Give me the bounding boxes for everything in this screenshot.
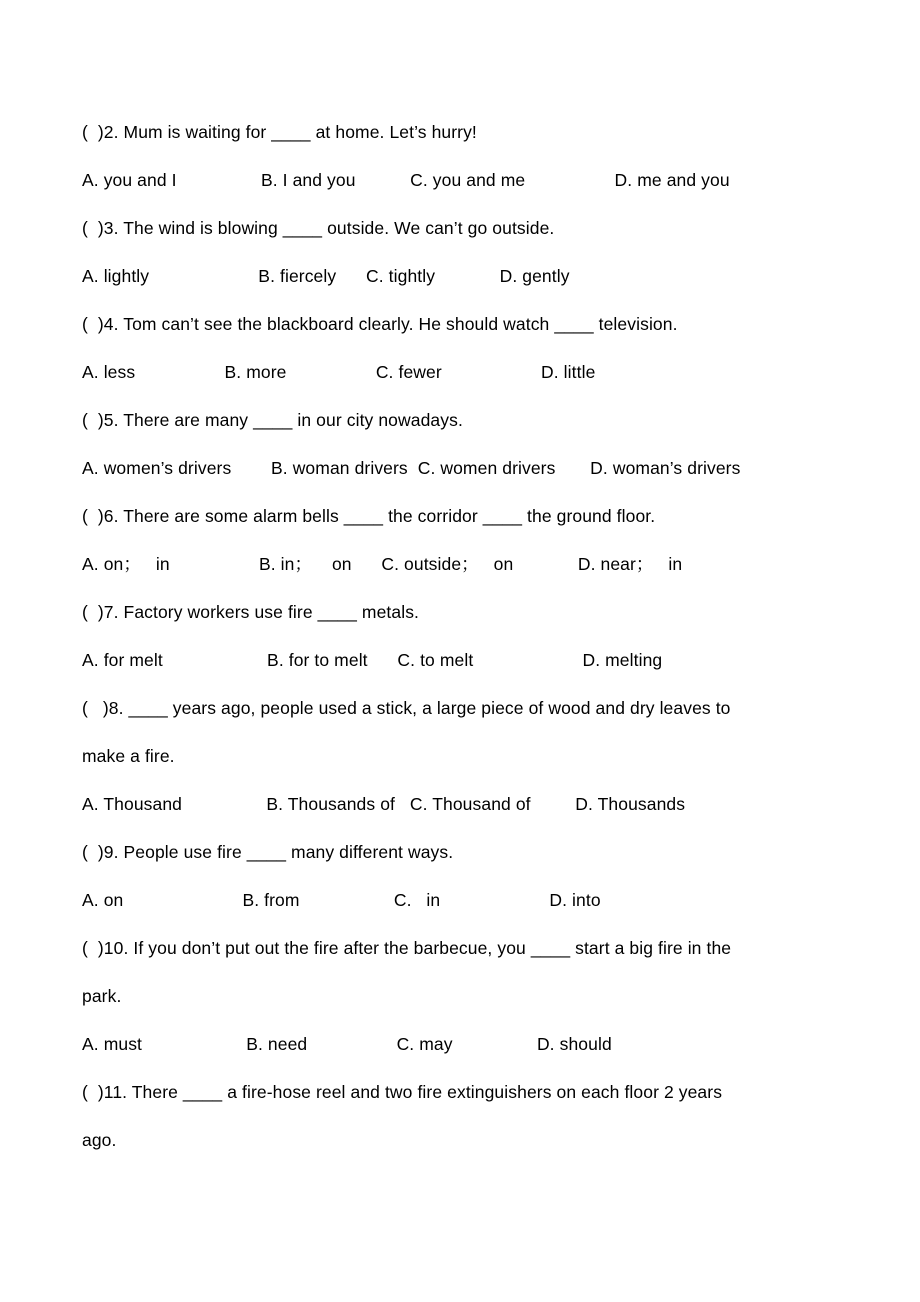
question-stem: ( )4. Tom can’t see the blackboard clearly. He should watch ____ television. <box>82 314 678 334</box>
question-choices: A. Thousand B. Thousands of C. Thousand of D. Thousands <box>82 794 686 814</box>
question-choices: A. on B. from C. in D. into <box>82 890 601 910</box>
question-stem: ( )8. ____ years ago, people used a stick, a large piece of wood and dry leaves to <box>82 698 731 718</box>
question-stem: ( )2. Mum is waiting for ____ at home. Let’s hurry! <box>82 122 477 142</box>
question-choices: A. on； in B. in； on C. outside； on D. near； in <box>82 554 683 574</box>
question-item <box>82 1068 838 1164</box>
question-stem: ( )11. There ____ a fire-hose reel and two fire extinguishers on each floor 2 years <box>82 1082 723 1102</box>
question-choices: A. must B. need C. may D. should <box>82 1034 612 1054</box>
question-item <box>82 108 838 204</box>
question-item <box>82 684 838 828</box>
question-choices: A. for melt B. for to melt C. to melt D. melting <box>82 650 663 670</box>
question-choices: A. women’s drivers B. woman drivers C. women drivers D. woman’s drivers <box>82 458 741 478</box>
question-stem-continuation: ago. <box>82 1130 117 1150</box>
question-choices: A. you and I B. I and you C. you and me D. me and you <box>82 170 730 190</box>
question-stem: ( )10. If you don’t put out the fire after the barbecue, you ____ start a big fire in the <box>82 938 732 958</box>
question-stem: ( )9. People use fire ____ many different ways. <box>82 842 454 862</box>
question-stem: ( )3. The wind is blowing ____ outside. We can’t go outside. <box>82 218 555 238</box>
question-item <box>82 396 838 492</box>
question-stem-continuation: park. <box>82 986 122 1006</box>
question-stem: ( )5. There are many ____ in our city nowadays. <box>82 410 463 430</box>
question-item <box>82 588 838 684</box>
question-item <box>82 924 838 1068</box>
question-stem: ( )6. There are some alarm bells ____ the corridor ____ the ground floor. <box>82 506 656 526</box>
question-choices: A. less B. more C. fewer D. little <box>82 362 596 382</box>
question-item <box>82 828 838 924</box>
question-stem: ( )7. Factory workers use fire ____ metals. <box>82 602 420 622</box>
question-item <box>82 204 838 300</box>
question-stem-continuation: make a fire. <box>82 746 175 766</box>
question-item <box>82 492 838 588</box>
question-choices: A. lightly B. fiercely C. tightly D. gently <box>82 266 570 286</box>
question-item <box>82 300 838 396</box>
